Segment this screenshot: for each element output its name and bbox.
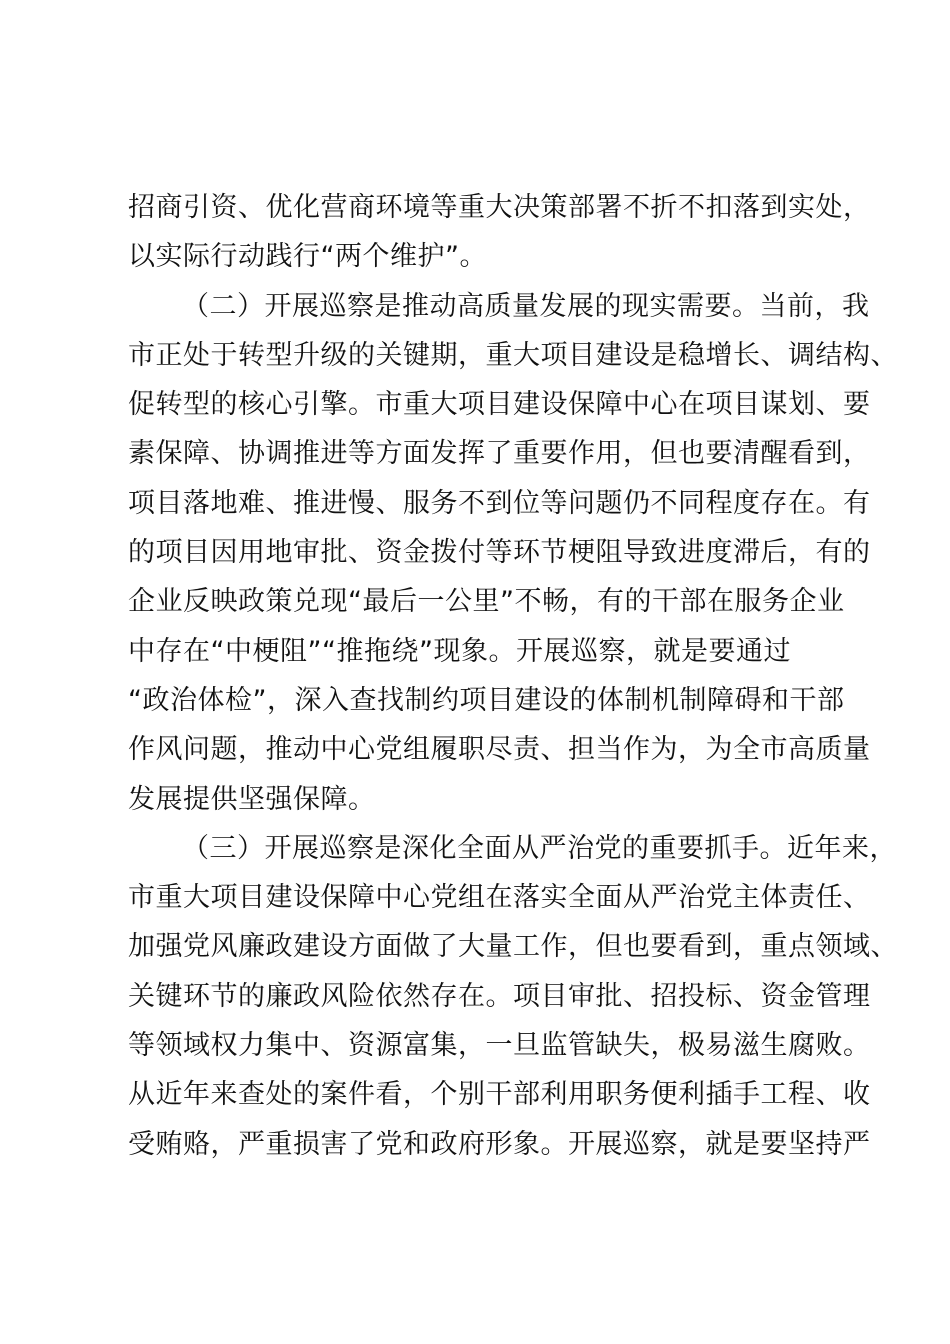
text-line: 发展提供坚强保障。: [128, 783, 376, 815]
text-line: 受贿赂，严重损害了党和政府形象。开展巡察，就是要坚持严: [128, 1128, 871, 1160]
text-line: 加强党风廉政建设方面做了大量工作，但也要看到，重点领域、: [128, 931, 898, 963]
text-line: 的项目因用地审批、资金拨付等环节梗阻导致进度滞后，有的: [128, 537, 871, 569]
body-text: [128, 183, 898, 1169]
text-line: 以实际行动践行“两个维护”。: [128, 241, 487, 273]
text-line: “政治体检”，深入查找制约项目建设的体制机制障碍和干部: [128, 684, 845, 716]
text-line: 关键环节的廉政风险依然存在。项目审批、招投标、资金管理: [128, 980, 871, 1012]
text-line: 市正处于转型升级的关键期，重大项目建设是稳增长、调结构、: [128, 339, 898, 371]
text-line: 作风问题，推动中心党组履职尽责、担当作为，为全市高质量: [128, 734, 871, 766]
text-line: 素保障、协调推进等方面发挥了重要作用，但也要清醒看到，: [128, 438, 871, 470]
text-line: 促转型的核心引擎。市重大项目建设保障中心在项目谋划、要: [128, 389, 871, 421]
text-line: 中存在“中梗阻”“推拖绕”现象。开展巡察，就是要通过: [128, 635, 791, 667]
text-line: 等领域权力集中、资源富集，一旦监管缺失，极易滋生腐败。: [128, 1030, 871, 1062]
text-line: 招商引资、优化营商环境等重大决策部署不折不扣落到实处，: [128, 192, 871, 223]
text-line: 项目落地难、推进慢、服务不到位等问题仍不同程度存在。有: [128, 487, 871, 519]
text-line: 市重大项目建设保障中心党组在落实全面从严治党主体责任、: [128, 882, 871, 914]
section-two-heading-line: （二）开展巡察是推动高质量发展的现实需要。当前，我: [182, 290, 870, 322]
section-three-heading-line: （三）开展巡察是深化全面从严治党的重要抓手。近年来，: [182, 832, 897, 864]
text-line: 企业反映政策兑现“最后一公里”不畅，有的干部在服务企业: [128, 586, 845, 618]
text-line: 从近年来查处的案件看，个别干部利用职务便利插手工程、收: [128, 1079, 871, 1111]
